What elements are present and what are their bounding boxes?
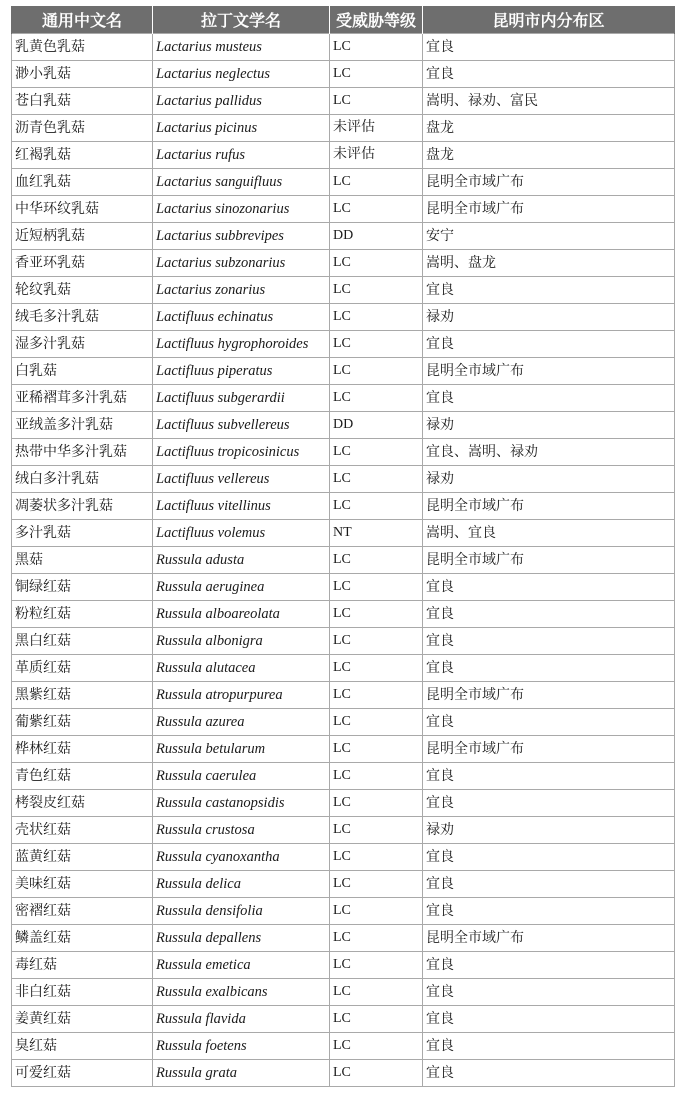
distribution-cell: 宜良 <box>423 709 675 736</box>
chinese-name-cell: 青色红菇 <box>12 763 153 790</box>
table-row <box>12 493 675 520</box>
latin-name-cell: Lactarius subzonarius <box>153 250 330 277</box>
chinese-name-cell: 湿多汁乳菇 <box>12 331 153 358</box>
table-row <box>12 979 675 1006</box>
threat-level-cell: LC <box>330 358 423 385</box>
distribution-cell: 嵩明、宜良 <box>423 520 675 547</box>
chinese-name-cell: 可爱红菇 <box>12 1060 153 1087</box>
latin-name-cell: Lactifluus vitellinus <box>153 493 330 520</box>
distribution-cell: 昆明全市域广布 <box>423 736 675 763</box>
threat-level-cell: LC <box>330 1060 423 1087</box>
threat-level-cell: LC <box>330 682 423 709</box>
table-row <box>12 34 675 61</box>
distribution-cell: 昆明全市域广布 <box>423 493 675 520</box>
threat-level-cell: LC <box>330 88 423 115</box>
table-row <box>12 925 675 952</box>
distribution-cell: 盘龙 <box>423 115 675 142</box>
distribution-cell: 禄劝 <box>423 412 675 439</box>
threat-level-cell: LC <box>330 925 423 952</box>
threat-level-cell: LC <box>330 655 423 682</box>
table-body <box>12 34 675 1087</box>
table-row <box>12 547 675 574</box>
threat-level-cell: LC <box>330 61 423 88</box>
distribution-cell: 宜良 <box>423 979 675 1006</box>
latin-name-cell: Lactarius sinozonarius <box>153 196 330 223</box>
chinese-name-cell: 香亚环乳菇 <box>12 250 153 277</box>
threat-level-cell: LC <box>330 952 423 979</box>
latin-name-cell: Russula azurea <box>153 709 330 736</box>
threat-level-cell: LC <box>330 304 423 331</box>
chinese-name-cell: 革质红菇 <box>12 655 153 682</box>
header-chinese-name: 通用中文名 <box>12 6 153 34</box>
threat-level-cell: LC <box>330 250 423 277</box>
latin-name-cell: Lactifluus subvellereus <box>153 412 330 439</box>
table-row <box>12 952 675 979</box>
latin-name-cell: Russula crustosa <box>153 817 330 844</box>
distribution-cell: 宜良 <box>423 763 675 790</box>
latin-name-cell: Lactifluus piperatus <box>153 358 330 385</box>
chinese-name-cell: 沥青色乳菇 <box>12 115 153 142</box>
threat-level-cell: LC <box>330 763 423 790</box>
threat-level-cell: 未评估 <box>330 142 423 169</box>
distribution-cell: 禄劝 <box>423 817 675 844</box>
chinese-name-cell: 铜绿红菇 <box>12 574 153 601</box>
latin-name-cell: Russula delica <box>153 871 330 898</box>
latin-name-cell: Lactarius subbrevipes <box>153 223 330 250</box>
latin-name-cell: Lactarius zonarius <box>153 277 330 304</box>
chinese-name-cell: 毒红菇 <box>12 952 153 979</box>
threat-level-cell: LC <box>330 547 423 574</box>
chinese-name-cell: 美味红菇 <box>12 871 153 898</box>
table-row <box>12 709 675 736</box>
table-row <box>12 412 675 439</box>
latin-name-cell: Russula depallens <box>153 925 330 952</box>
table-row <box>12 250 675 277</box>
chinese-name-cell: 苍白乳菇 <box>12 88 153 115</box>
chinese-name-cell: 热带中华多汁乳菇 <box>12 439 153 466</box>
distribution-cell: 宜良 <box>423 61 675 88</box>
latin-name-cell: Russula alutacea <box>153 655 330 682</box>
threat-level-cell: DD <box>330 223 423 250</box>
latin-name-cell: Russula betularum <box>153 736 330 763</box>
table-row <box>12 844 675 871</box>
chinese-name-cell: 桦林红菇 <box>12 736 153 763</box>
table-row <box>12 574 675 601</box>
distribution-cell: 禄劝 <box>423 304 675 331</box>
latin-name-cell: Lactarius neglectus <box>153 61 330 88</box>
distribution-cell: 昆明全市域广布 <box>423 358 675 385</box>
distribution-cell: 宜良 <box>423 898 675 925</box>
distribution-cell: 宜良 <box>423 871 675 898</box>
chinese-name-cell: 黑白红菇 <box>12 628 153 655</box>
table-row <box>12 628 675 655</box>
table-row <box>12 817 675 844</box>
table-row <box>12 1033 675 1060</box>
distribution-cell: 盘龙 <box>423 142 675 169</box>
chinese-name-cell: 多汁乳菇 <box>12 520 153 547</box>
distribution-cell: 宜良 <box>423 628 675 655</box>
threat-level-cell: LC <box>330 736 423 763</box>
threat-level-cell: DD <box>330 412 423 439</box>
chinese-name-cell: 亚绒盖多汁乳菇 <box>12 412 153 439</box>
species-table <box>11 6 675 1087</box>
distribution-cell: 嵩明、禄劝、富民 <box>423 88 675 115</box>
threat-level-cell: LC <box>330 493 423 520</box>
latin-name-cell: Lactifluus subgerardii <box>153 385 330 412</box>
threat-level-cell: LC <box>330 1006 423 1033</box>
latin-name-cell: Lactifluus volemus <box>153 520 330 547</box>
distribution-cell: 昆明全市域广布 <box>423 169 675 196</box>
latin-name-cell: Russula cyanoxantha <box>153 844 330 871</box>
latin-name-cell: Lactarius pallidus <box>153 88 330 115</box>
distribution-cell: 宜良 <box>423 1060 675 1087</box>
header-threat-level: 受威胁等级 <box>330 6 423 34</box>
chinese-name-cell: 黑菇 <box>12 547 153 574</box>
threat-level-cell: LC <box>330 331 423 358</box>
table-row <box>12 358 675 385</box>
header-distribution: 昆明市内分布区 <box>423 6 675 34</box>
threat-level-cell: LC <box>330 385 423 412</box>
chinese-name-cell: 近短柄乳菇 <box>12 223 153 250</box>
latin-name-cell: Lactifluus tropicosinicus <box>153 439 330 466</box>
table-row <box>12 61 675 88</box>
latin-name-cell: Russula aeruginea <box>153 574 330 601</box>
threat-level-cell: LC <box>330 574 423 601</box>
latin-name-cell: Lactarius picinus <box>153 115 330 142</box>
threat-level-cell: LC <box>330 628 423 655</box>
threat-level-cell: LC <box>330 898 423 925</box>
chinese-name-cell: 乳黄色乳菇 <box>12 34 153 61</box>
table-row <box>12 736 675 763</box>
distribution-cell: 宜良 <box>423 574 675 601</box>
chinese-name-cell: 凋萎状多汁乳菇 <box>12 493 153 520</box>
chinese-name-cell: 臭红菇 <box>12 1033 153 1060</box>
table-row <box>12 223 675 250</box>
latin-name-cell: Russula foetens <box>153 1033 330 1060</box>
latin-name-cell: Russula atropurpurea <box>153 682 330 709</box>
chinese-name-cell: 轮纹乳菇 <box>12 277 153 304</box>
chinese-name-cell: 渺小乳菇 <box>12 61 153 88</box>
chinese-name-cell: 粉粒红菇 <box>12 601 153 628</box>
chinese-name-cell: 中华环纹乳菇 <box>12 196 153 223</box>
latin-name-cell: Lactarius rufus <box>153 142 330 169</box>
threat-level-cell: LC <box>330 169 423 196</box>
latin-name-cell: Russula exalbicans <box>153 979 330 1006</box>
distribution-cell: 宜良 <box>423 952 675 979</box>
table-row <box>12 439 675 466</box>
distribution-cell: 安宁 <box>423 223 675 250</box>
latin-name-cell: Lactifluus hygrophoroides <box>153 331 330 358</box>
table-row <box>12 601 675 628</box>
threat-level-cell: LC <box>330 601 423 628</box>
distribution-cell: 昆明全市域广布 <box>423 925 675 952</box>
latin-name-cell: Russula grata <box>153 1060 330 1087</box>
table-row <box>12 682 675 709</box>
table-row <box>12 763 675 790</box>
table-row <box>12 277 675 304</box>
chinese-name-cell: 绒白多汁乳菇 <box>12 466 153 493</box>
latin-name-cell: Lactarius musteus <box>153 34 330 61</box>
distribution-cell: 宜良 <box>423 844 675 871</box>
distribution-cell: 宜良 <box>423 790 675 817</box>
chinese-name-cell: 壳状红菇 <box>12 817 153 844</box>
chinese-name-cell: 密褶红菇 <box>12 898 153 925</box>
threat-level-cell: LC <box>330 871 423 898</box>
latin-name-cell: Russula caerulea <box>153 763 330 790</box>
distribution-cell: 昆明全市域广布 <box>423 682 675 709</box>
distribution-cell: 宜良 <box>423 1006 675 1033</box>
distribution-cell: 宜良 <box>423 331 675 358</box>
latin-name-cell: Russula emetica <box>153 952 330 979</box>
latin-name-cell: Russula castanopsidis <box>153 790 330 817</box>
table-row <box>12 142 675 169</box>
distribution-cell: 宜良 <box>423 655 675 682</box>
threat-level-cell: LC <box>330 709 423 736</box>
table-row <box>12 115 675 142</box>
distribution-cell: 宜良 <box>423 601 675 628</box>
distribution-cell: 嵩明、盘龙 <box>423 250 675 277</box>
chinese-name-cell: 黑紫红菇 <box>12 682 153 709</box>
table-row <box>12 898 675 925</box>
distribution-cell: 昆明全市域广布 <box>423 196 675 223</box>
distribution-cell: 禄劝 <box>423 466 675 493</box>
table-row <box>12 790 675 817</box>
distribution-cell: 宜良 <box>423 1033 675 1060</box>
distribution-cell: 宜良、嵩明、禄劝 <box>423 439 675 466</box>
chinese-name-cell: 白乳菇 <box>12 358 153 385</box>
chinese-name-cell: 栲裂皮红菇 <box>12 790 153 817</box>
threat-level-cell: NT <box>330 520 423 547</box>
table-row <box>12 385 675 412</box>
chinese-name-cell: 非白红菇 <box>12 979 153 1006</box>
table-row <box>12 1006 675 1033</box>
table-row <box>12 88 675 115</box>
latin-name-cell: Russula alboareolata <box>153 601 330 628</box>
distribution-cell: 宜良 <box>423 277 675 304</box>
latin-name-cell: Russula albonigra <box>153 628 330 655</box>
threat-level-cell: LC <box>330 844 423 871</box>
threat-level-cell: LC <box>330 979 423 1006</box>
chinese-name-cell: 姜黄红菇 <box>12 1006 153 1033</box>
distribution-cell: 宜良 <box>423 34 675 61</box>
latin-name-cell: Russula densifolia <box>153 898 330 925</box>
table-row <box>12 655 675 682</box>
latin-name-cell: Lactifluus vellereus <box>153 466 330 493</box>
chinese-name-cell: 绒毛多汁乳菇 <box>12 304 153 331</box>
latin-name-cell: Russula adusta <box>153 547 330 574</box>
table-row <box>12 169 675 196</box>
table-row <box>12 196 675 223</box>
table-row <box>12 871 675 898</box>
chinese-name-cell: 红褐乳菇 <box>12 142 153 169</box>
threat-level-cell: LC <box>330 34 423 61</box>
table-row <box>12 466 675 493</box>
threat-level-cell: LC <box>330 1033 423 1060</box>
latin-name-cell: Lactarius sanguifluus <box>153 169 330 196</box>
distribution-cell: 昆明全市域广布 <box>423 547 675 574</box>
threat-level-cell: LC <box>330 196 423 223</box>
threat-level-cell: LC <box>330 790 423 817</box>
distribution-cell: 宜良 <box>423 385 675 412</box>
chinese-name-cell: 鳞盖红菇 <box>12 925 153 952</box>
chinese-name-cell: 亚稀褶茸多汁乳菇 <box>12 385 153 412</box>
latin-name-cell: Russula flavida <box>153 1006 330 1033</box>
latin-name-cell: Lactifluus echinatus <box>153 304 330 331</box>
chinese-name-cell: 血红乳菇 <box>12 169 153 196</box>
threat-level-cell: LC <box>330 817 423 844</box>
threat-level-cell: LC <box>330 277 423 304</box>
table-row <box>12 304 675 331</box>
table-header-row <box>12 6 675 34</box>
chinese-name-cell: 蓝黄红菇 <box>12 844 153 871</box>
table-row <box>12 331 675 358</box>
chinese-name-cell: 葡紫红菇 <box>12 709 153 736</box>
threat-level-cell: 未评估 <box>330 115 423 142</box>
header-latin-name: 拉丁文学名 <box>153 6 330 34</box>
threat-level-cell: LC <box>330 439 423 466</box>
threat-level-cell: LC <box>330 466 423 493</box>
table-row <box>12 520 675 547</box>
table-row <box>12 1060 675 1087</box>
